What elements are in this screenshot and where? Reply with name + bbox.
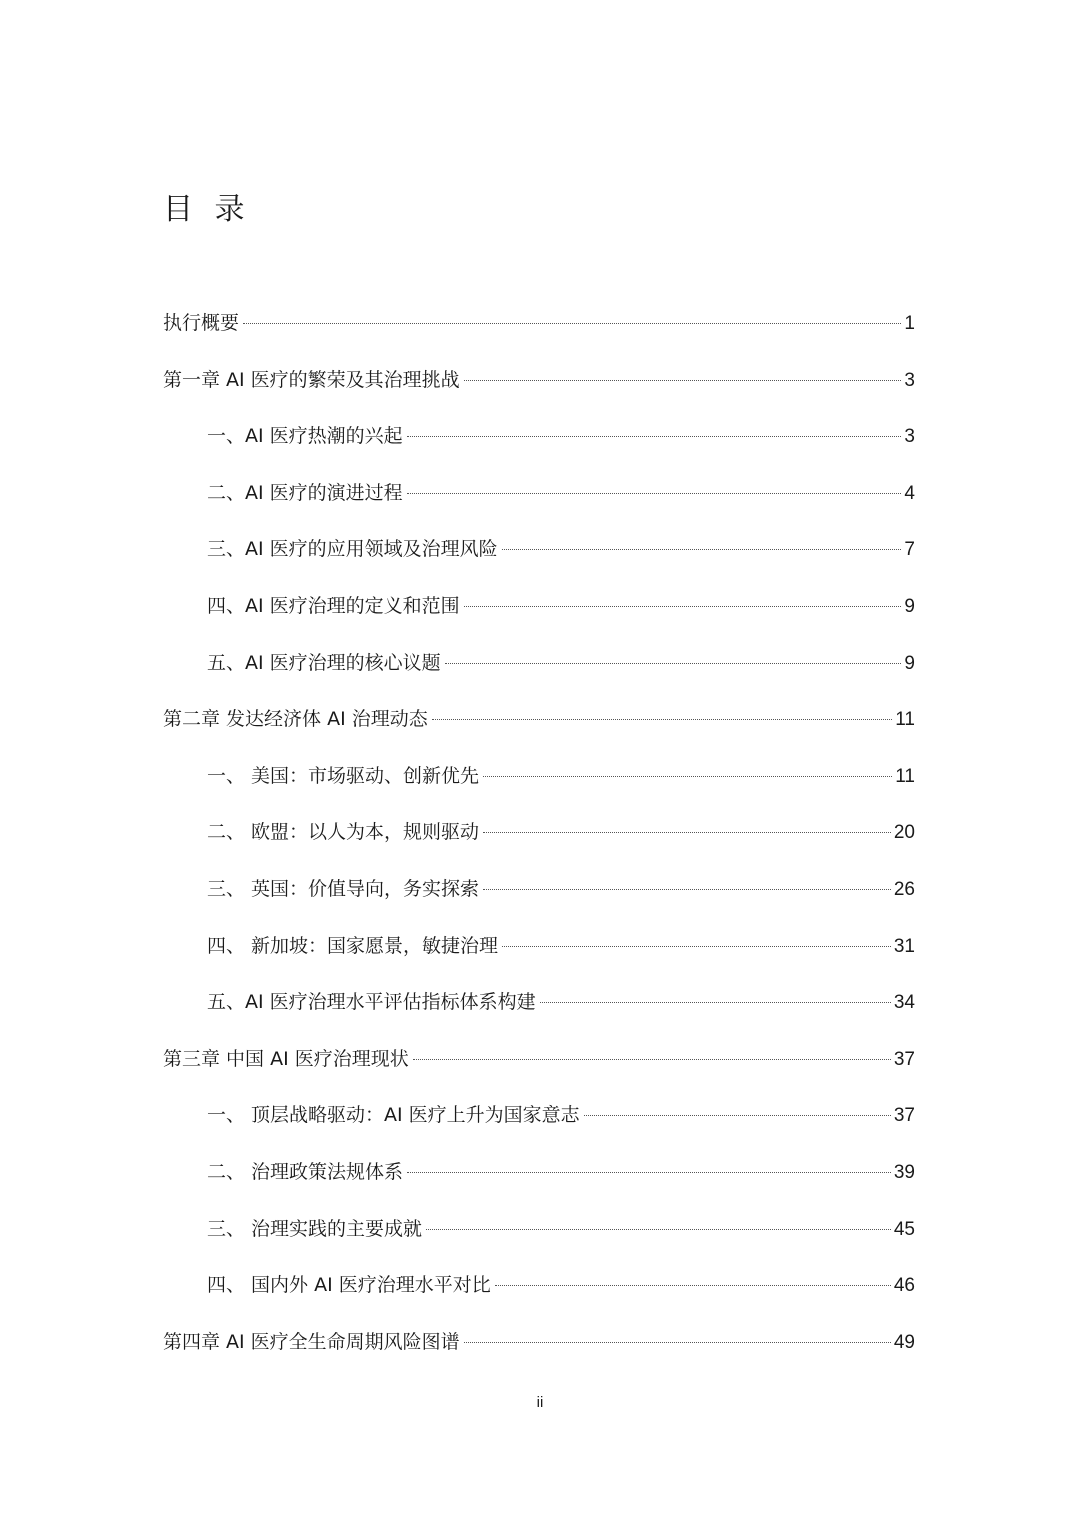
toc-entry-page-number: 31	[893, 935, 915, 957]
toc-dot-leader	[495, 1285, 891, 1286]
toc-entry-label: 执行概要	[163, 312, 240, 334]
toc-dot-leader	[407, 1172, 891, 1173]
toc-entry-page-number: 7	[904, 539, 915, 561]
toc-entry-label: 四、AI 医疗治理的定义和范围	[207, 594, 460, 617]
toc-dot-leader	[464, 380, 902, 381]
toc-entry-label: 一、 顶层战略驱动：AI 医疗上升为国家意志	[207, 1104, 580, 1127]
toc-section-entry[interactable]	[163, 1210, 915, 1267]
toc-dot-leader	[426, 1229, 891, 1230]
toc-dot-leader	[464, 1342, 891, 1343]
toc-entry-page-number: 3	[904, 426, 915, 448]
toc-entry-page-number: 9	[904, 595, 915, 617]
toc-dot-leader	[502, 549, 902, 550]
toc-dot-leader	[483, 889, 891, 890]
toc-chapter-entry[interactable]	[163, 1040, 915, 1097]
toc-section-entry[interactable]	[163, 870, 915, 927]
toc-entry-page-number: 45	[893, 1218, 915, 1240]
toc-entry-label: 五、AI 医疗治理的核心议题	[207, 651, 441, 674]
page-number: ii	[536, 1394, 544, 1411]
toc-entry-label: 三、 治理实践的主要成就	[207, 1217, 423, 1240]
toc-entry-page-number: 11	[895, 765, 915, 787]
toc-entry-label: 三、AI 医疗的应用领域及治理风险	[207, 538, 498, 561]
toc-section-entry[interactable]	[163, 1096, 915, 1153]
toc-section-entry[interactable]	[163, 757, 915, 814]
toc-entry-page-number: 11	[895, 709, 915, 731]
toc-section-entry[interactable]	[163, 1153, 915, 1210]
toc-entry-label: 二、 治理政策法规体系	[207, 1160, 404, 1183]
toc-section-entry[interactable]	[163, 644, 915, 701]
toc-chapter-entry[interactable]	[163, 1323, 915, 1380]
toc-entry-page-number: 3	[904, 369, 915, 391]
toc-title: 目 录	[163, 192, 251, 227]
toc-section-entry[interactable]	[163, 813, 915, 870]
toc-dot-leader	[483, 832, 891, 833]
toc-entry-page-number: 37	[893, 1105, 915, 1127]
toc-chapter-entry[interactable]	[163, 304, 915, 361]
toc-dot-leader	[584, 1115, 891, 1116]
toc-dot-leader	[502, 946, 891, 947]
toc-dot-leader	[407, 493, 902, 494]
toc-entry-label: 四、 新加坡：国家愿景，敏捷治理	[207, 934, 499, 957]
toc-entry-label: 二、AI 医疗的演进过程	[207, 481, 403, 504]
toc-list	[163, 304, 915, 1379]
toc-section-entry[interactable]	[163, 474, 915, 531]
toc-entry-page-number: 46	[893, 1275, 915, 1297]
toc-entry-label: 三、 英国：价值导向，务实探索	[207, 877, 480, 900]
toc-entry-page-number: 20	[893, 822, 915, 844]
toc-section-entry[interactable]	[163, 1266, 915, 1323]
toc-chapter-entry[interactable]	[163, 361, 915, 418]
toc-entry-label: 第四章 AI 医疗全生命周期风险图谱	[163, 1330, 460, 1353]
toc-entry-page-number: 1	[904, 313, 915, 334]
toc-entry-page-number: 34	[893, 992, 915, 1014]
toc-dot-leader	[413, 1059, 891, 1060]
toc-entry-page-number: 9	[904, 652, 915, 674]
toc-dot-leader	[407, 436, 902, 437]
toc-section-entry[interactable]	[163, 927, 915, 984]
toc-entry-label: 二、 欧盟：以人为本，规则驱动	[207, 821, 480, 844]
toc-section-entry[interactable]	[163, 530, 915, 587]
toc-entry-label: 一、 美国：市场驱动、创新优先	[207, 764, 480, 787]
toc-entry-page-number: 4	[904, 482, 915, 504]
toc-entry-page-number: 39	[893, 1161, 915, 1183]
toc-section-entry[interactable]	[163, 983, 915, 1040]
toc-entry-label: 第三章 中国 AI 医疗治理现状	[163, 1047, 409, 1070]
toc-entry-label: 第二章 发达经济体 AI 治理动态	[163, 708, 428, 731]
toc-section-entry[interactable]	[163, 587, 915, 644]
toc-entry-label: 四、 国内外 AI 医疗治理水平对比	[207, 1274, 491, 1297]
toc-entry-label: 五、AI 医疗治理水平评估指标体系构建	[207, 991, 536, 1014]
toc-entry-page-number: 26	[893, 878, 915, 900]
toc-entry-label: 一、AI 医疗热潮的兴起	[207, 425, 403, 448]
toc-dot-leader	[432, 719, 893, 720]
toc-section-entry[interactable]	[163, 417, 915, 474]
toc-dot-leader	[540, 1002, 891, 1003]
toc-entry-page-number: 49	[893, 1331, 915, 1353]
toc-dot-leader	[445, 663, 902, 664]
toc-dot-leader	[483, 776, 892, 777]
toc-dot-leader	[243, 323, 901, 324]
toc-entry-page-number: 37	[893, 1048, 915, 1070]
toc-entry-label: 第一章 AI 医疗的繁荣及其治理挑战	[163, 368, 460, 391]
toc-chapter-entry[interactable]	[163, 700, 915, 757]
toc-dot-leader	[464, 606, 902, 607]
